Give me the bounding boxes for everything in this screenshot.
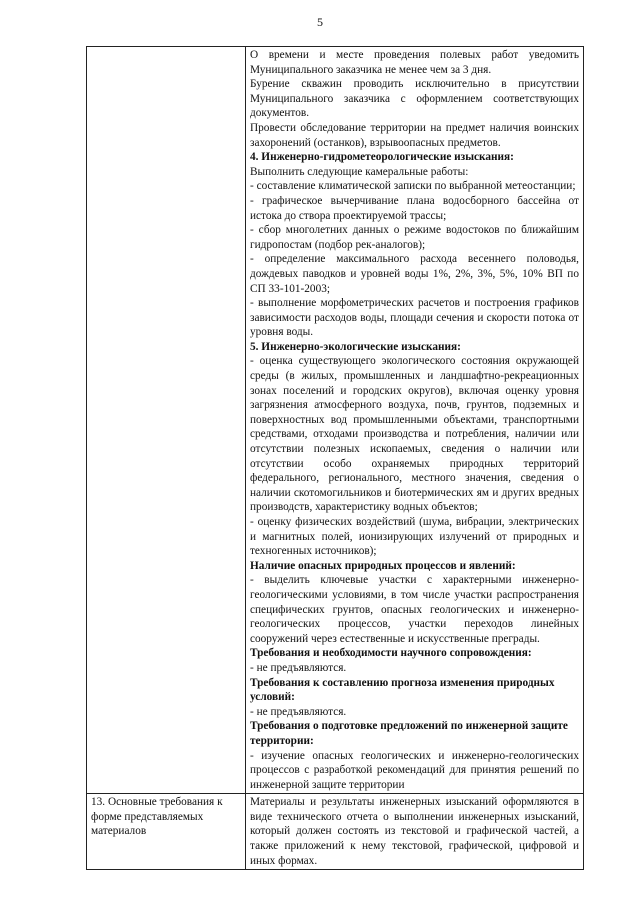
section-heading: Наличие опасных природных процессов и явлений:: [250, 559, 516, 572]
paragraph: - изучение опасных геологических и инженерно-геологических процессов с разработкой рекомендаций для принятия решений по инженерной защите территории: [250, 749, 579, 791]
paragraph: - оценка существующего экологического состояния окружающей среды (в жилых, промышленных и ландшафтно-рекреационных зонах поселений и городских округов), включая оценку уровня загрязнения атмосферного воздуха, почв, грунтов, подземных и поверхностных вод промышленными объектами, транспортными средствами, отходами производства и потребления, наличии или отсутствии полезных ископаемых, сведения о наличии или отсутствии особо охраняемых природных территорий федерального, регионального, местного значения, сведения о наличии скотомогильников и биотермических ям и других вредных производств, характеристику водных объектов;: [250, 355, 579, 514]
paragraph: - не предъявляются.: [250, 705, 347, 718]
paragraph: - сбор многолетних данных о режиме водостоков по ближайшим гидропостам (подбор рек-аналогов);: [250, 224, 579, 251]
paragraph: - выполнение морфометрических расчетов и построения графиков зависимости расходов воды, площади сечения и скорости потока от уровня воды.: [250, 297, 579, 339]
paragraph: - не предъявляются.: [250, 661, 347, 674]
paragraph: Бурение скважин проводить исключительно в присутствии Муниципального заказчика с оформлением соответствующих документов.: [250, 78, 579, 120]
section-heading: Требования о подготовке предложений по инженерной защите территории:: [250, 720, 568, 747]
paragraph: - определение максимального расхода весеннего половодья, дождевых паводков и уровней воды 1%, 2%, 3%, 5%, 10% ВП по СП 33-101-2003;: [250, 253, 579, 295]
paragraph: Выполнить следующие камеральные работы:: [250, 165, 469, 178]
paragraph: - графическое вычерчивание плана водосборного бассейна от истока до створа проектируемой трассы;: [250, 194, 579, 222]
row2-paragraph-list: [250, 795, 579, 868]
paragraph: - оценку физических воздействий (шума, вибрации, электрических и магнитных полей, ионизирующих излучений от природных и техногенных источников);: [250, 516, 579, 558]
section-heading: Требования и необходимости научного сопровождения:: [250, 647, 532, 660]
paragraph: - выделить ключевые участки с характерными инженерно-геологическими условиями, в том числе участки распространения специфических грунтов, опасных геологических и инженерно-геологических процессов, участки переходов линейных сооружений через естественные и искусственные преграды.: [250, 574, 579, 645]
section-heading: 5. Инженерно-экологические изыскания:: [250, 340, 461, 353]
paragraph: Провести обследование территории на предмет наличия воинских захоронений (останков), взрывоопасных предметов.: [250, 121, 579, 149]
section-heading: 4. Инженерно-гидрометеорологические изыскания:: [250, 151, 514, 164]
row2-right-cell: [246, 794, 584, 870]
row1-left-cell: [87, 47, 246, 794]
table-row: [87, 47, 584, 794]
row1-right-cell: [246, 47, 584, 794]
paragraph: - составление климатической записки по выбранной метеостанции;: [250, 180, 576, 193]
section-heading: Требования к составлению прогноза изменения природных условий:: [250, 676, 555, 704]
page-number: 5: [317, 15, 323, 29]
row2-left-cell: 13. Основные требования к форме представляемых материалов: [87, 794, 246, 870]
paragraph: Материалы и результаты инженерных изысканий оформляются в виде технического отчета о выполнении инженерных изысканий, который должен состоять из текстовой и графической частей, а также приложений к нему текстовой, графической, цифровой и иных формах.: [250, 796, 579, 867]
requirements-table: [86, 46, 584, 870]
paragraph: О времени и месте проведения полевых работ уведомить Муниципального заказчика не менее чем за 3 дня.: [250, 49, 579, 76]
row1-paragraph-list: [250, 48, 579, 792]
table-row: [87, 794, 584, 870]
